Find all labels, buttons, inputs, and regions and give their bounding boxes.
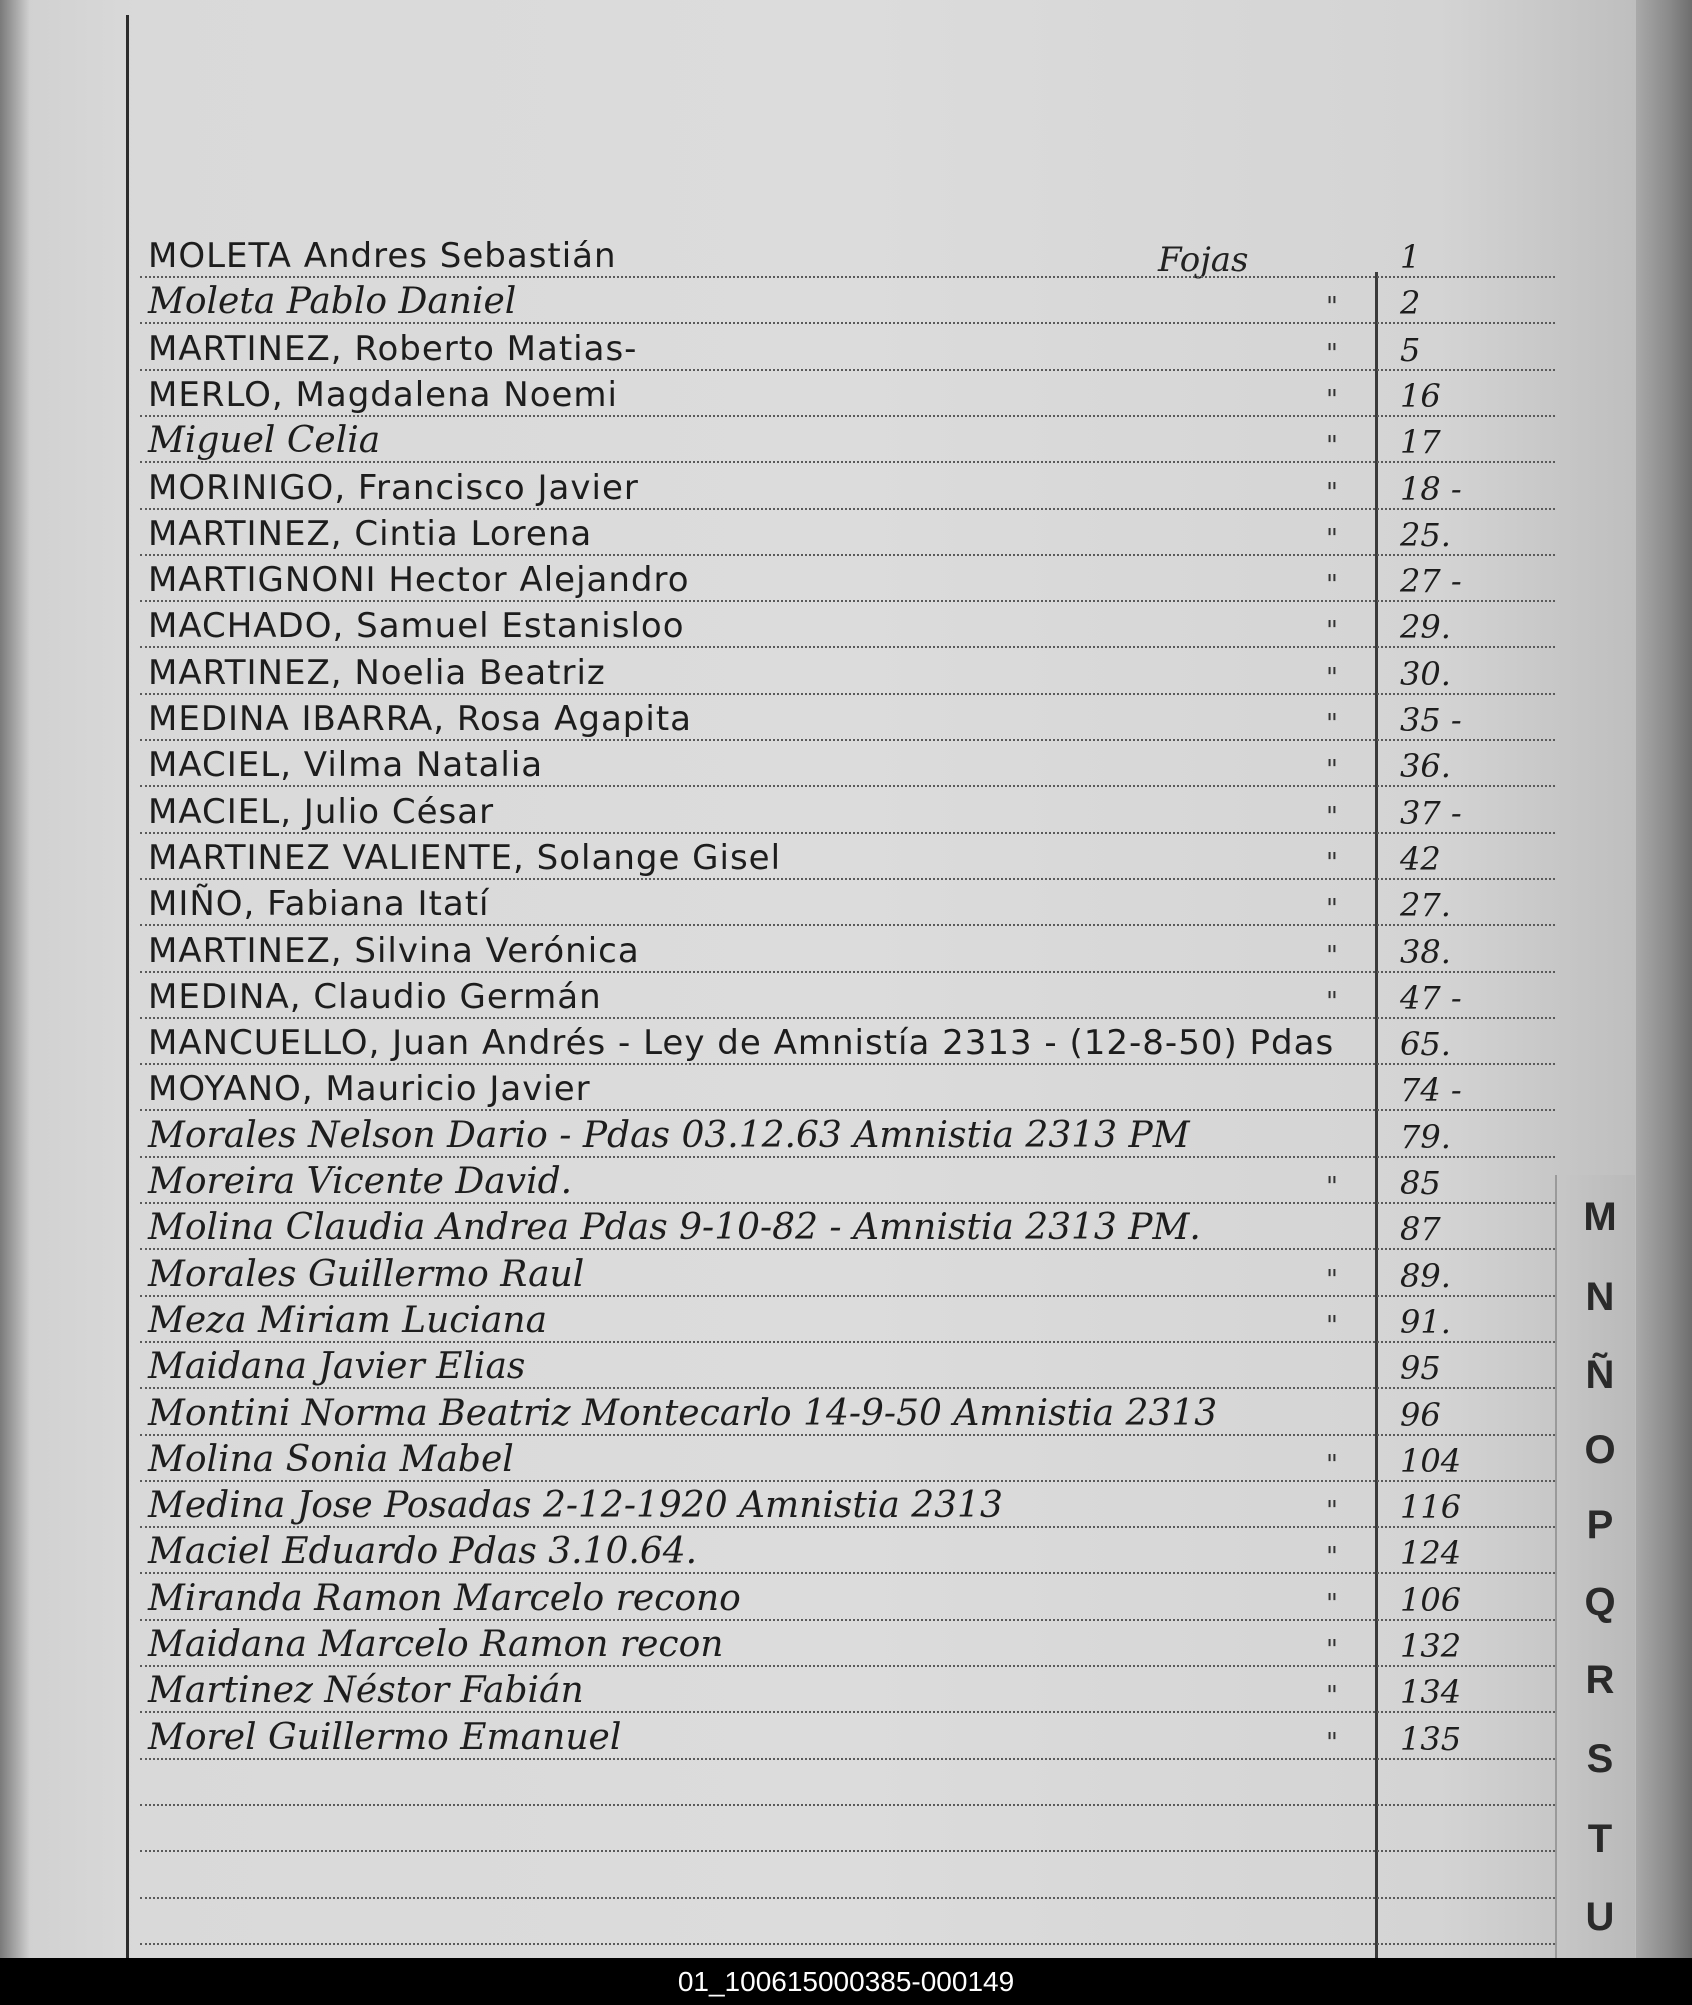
ledger-entry <box>148 606 1451 650</box>
entry-page-number: 38. <box>1400 932 1451 971</box>
ledger-entry <box>148 560 1462 604</box>
ditto-mark: " <box>1326 1542 1338 1573</box>
index-tab-letter[interactable]: N <box>1585 1275 1615 1319</box>
entry-name: Miguel Celia <box>148 420 381 462</box>
entry-name: Maidana Marcelo Ramon recon <box>148 1624 724 1665</box>
ledger-entry <box>148 1161 1441 1206</box>
entry-page-number: 18 - <box>1400 469 1462 508</box>
ditto-mark: " <box>1326 940 1338 971</box>
ditto-mark: " <box>1326 292 1338 323</box>
ditto-mark: " <box>1326 616 1338 647</box>
ditto-mark: " <box>1326 894 1338 925</box>
entry-name: MACHADO, Samuel Estanisloo <box>148 606 685 647</box>
ledger-entry <box>148 1023 1451 1067</box>
ditto-mark: " <box>1326 570 1338 601</box>
index-tab-letter[interactable]: T <box>1587 1817 1613 1861</box>
entry-page-number: 5 <box>1400 330 1421 369</box>
entry-page-number: 25. <box>1400 515 1451 554</box>
left-margin-line <box>126 15 129 1958</box>
index-tab-letter[interactable]: S <box>1586 1737 1614 1781</box>
entry-page-number: 132 <box>1400 1627 1462 1665</box>
entry-page-number: 37 - <box>1400 793 1462 832</box>
index-tab-letter[interactable]: U <box>1585 1895 1615 1939</box>
ditto-mark: " <box>1326 384 1338 415</box>
ledger-entry <box>148 1577 1462 1623</box>
entry-page-number: 91. <box>1400 1302 1451 1341</box>
ditto-mark: " <box>1326 338 1338 369</box>
entry-page-number: 47 - <box>1400 978 1462 1017</box>
ledger-entry <box>148 1485 1462 1530</box>
entry-name: MIÑO, Fabiana Itatí <box>148 884 490 925</box>
ledger-entry <box>148 745 1451 789</box>
entry-page-number: 36. <box>1400 747 1451 786</box>
ditto-mark: " <box>1326 1264 1338 1295</box>
ledger-entry <box>148 1299 1451 1345</box>
entry-name: MARTIGNONI Hector Alejandro <box>148 560 690 601</box>
index-tab-letter[interactable]: Q <box>1584 1580 1616 1624</box>
ledger-entry <box>148 1670 1462 1715</box>
entry-name: Molina Claudia Andrea Pdas 9-10-82 - Amnistia 2313 PM. <box>148 1207 1201 1249</box>
entry-name: MORINIGO, Francisco Javier <box>148 467 639 508</box>
ditto-mark: " <box>1326 1449 1338 1480</box>
entry-page-number: 104 <box>1400 1441 1462 1480</box>
entry-page-number: 89. <box>1400 1256 1451 1295</box>
ledger-entry <box>148 1253 1451 1299</box>
ruled-line <box>140 1943 1555 1945</box>
index-tab-letter[interactable]: Ñ <box>1585 1353 1615 1397</box>
ledger-entry <box>148 884 1451 928</box>
entry-page-number: 16 <box>1400 376 1441 415</box>
ditto-mark: " <box>1326 986 1338 1017</box>
ledger-entry <box>148 930 1451 975</box>
entry-page-number: 27. <box>1400 886 1451 925</box>
entry-page-number: 2 <box>1400 284 1421 323</box>
entry-page-number: 87 <box>1400 1210 1441 1249</box>
entry-name: Morales Nelson Dario - Pdas 03.12.63 Amnistia 2313 PM <box>148 1114 1190 1156</box>
ledger-entry <box>148 1069 1462 1113</box>
entry-page-number: 135 <box>1400 1719 1462 1758</box>
ditto-mark: " <box>1326 1496 1338 1527</box>
entry-page-number: 85 <box>1400 1164 1441 1202</box>
ledger-entry <box>148 513 1451 558</box>
entry-name: MEDINA IBARRA, Rosa Agapita <box>148 699 693 739</box>
entry-page-number: 35 - <box>1400 701 1462 739</box>
entry-name: MERLO, Magdalena Noemi <box>148 374 618 415</box>
ledger-entry <box>148 420 1441 465</box>
entry-name: Moreira Vicente David. <box>148 1161 573 1202</box>
entry-page-number: 124 <box>1400 1534 1462 1573</box>
ledger-entry <box>148 281 1421 326</box>
ditto-mark: " <box>1326 431 1338 462</box>
ditto-mark: " <box>1326 709 1338 739</box>
entry-page-number: 42 <box>1400 839 1441 878</box>
entry-page-number: 96 <box>1400 1395 1441 1434</box>
ruled-line <box>140 1897 1555 1899</box>
entry-page-number: 116 <box>1400 1488 1462 1527</box>
entry-page-number: 17 <box>1400 423 1441 462</box>
entry-name: Morel Guillermo Emanuel <box>148 1716 622 1758</box>
ditto-mark: " <box>1326 1588 1338 1619</box>
ditto-mark: " <box>1326 1172 1338 1202</box>
index-tab-letter[interactable]: O <box>1584 1428 1616 1472</box>
ledger-entry <box>148 1207 1441 1252</box>
entry-name: MACIEL, Julio César <box>148 791 495 832</box>
index-tab-letter[interactable]: R <box>1585 1658 1615 1702</box>
ledger-entry <box>148 467 1462 512</box>
ditto-mark: " <box>1326 477 1338 508</box>
entry-page-number: 1 <box>1400 238 1421 276</box>
index-tab-letter[interactable]: P <box>1586 1503 1614 1547</box>
index-tab-letter[interactable]: M <box>1583 1195 1617 1239</box>
entry-name: MARTINEZ, Roberto Matias- <box>148 328 638 369</box>
ledger-entry <box>148 1438 1462 1484</box>
ledger-entry <box>148 1624 1462 1669</box>
entry-name: MOLETA Andres Sebastián <box>148 236 617 276</box>
fojas-header: Fojas <box>1158 240 1249 280</box>
ditto-mark: " <box>1326 662 1338 693</box>
image-id-footer: 01_100615000385-000149 <box>0 1958 1692 2005</box>
ledger-entry <box>148 1716 1462 1762</box>
entry-page-number: 74 - <box>1400 1071 1462 1110</box>
entry-name: Maidana Javier Elias <box>148 1346 526 1388</box>
entry-page-number: 79. <box>1400 1117 1451 1156</box>
entry-name: Miranda Ramon Marcelo recono <box>148 1577 741 1619</box>
entry-page-number: 65. <box>1400 1025 1451 1064</box>
ruled-line <box>140 1850 1555 1852</box>
ruled-line <box>140 1804 1555 1806</box>
ledger-entry <box>148 699 1462 743</box>
ditto-mark: " <box>1326 1681 1338 1712</box>
entry-name: MANCUELLO, Juan Andrés - Ley de Amnistía 2313 - (12-8-50) Pdas <box>148 1023 1335 1064</box>
entry-page-number: 95 <box>1400 1349 1441 1388</box>
entry-name: Meza Miriam Luciana <box>148 1299 548 1341</box>
ledger-entry <box>148 1346 1441 1391</box>
entry-page-number: 27 - <box>1400 562 1462 601</box>
ledger-entry <box>148 976 1462 1021</box>
ditto-mark: " <box>1326 1310 1338 1341</box>
entry-name: MARTINEZ, Noelia Beatriz <box>148 652 606 693</box>
entry-name: MARTINEZ, Cintia Lorena <box>148 513 593 554</box>
entry-name: MEDINA, Claudio Germán <box>148 976 602 1017</box>
entry-name: Martinez Néstor Fabián <box>148 1670 584 1712</box>
entry-name: MARTINEZ VALIENTE, Solange Gisel <box>148 837 782 878</box>
entry-name: Moleta Pablo Daniel <box>148 281 517 323</box>
entry-page-number: 29. <box>1400 608 1451 647</box>
page-edge <box>1636 0 1692 1958</box>
entry-name: Montini Norma Beatriz Montecarlo 14-9-50 Amnistia 2313 <box>148 1392 1218 1434</box>
entry-page-number: 134 <box>1400 1673 1462 1712</box>
entry-name: Morales Guillermo Raul <box>148 1253 585 1295</box>
ledger-entry <box>148 374 1441 419</box>
entry-name: MARTINEZ, Silvina Verónica <box>148 930 640 971</box>
entry-name: Medina Jose Posadas 2-12-1920 Amnistia 2313 <box>148 1485 1003 1527</box>
entry-name: Maciel Eduardo Pdas 3.10.64. <box>148 1531 698 1573</box>
entry-page-number: 30. <box>1400 654 1451 693</box>
ditto-mark: " <box>1326 1727 1338 1758</box>
ditto-mark: " <box>1326 801 1338 832</box>
ledger-entry <box>148 791 1462 836</box>
ledger-entry <box>148 328 1421 373</box>
ditto-mark: " <box>1326 755 1338 786</box>
ditto-mark: " <box>1326 523 1338 554</box>
ledger-entry <box>148 837 1441 882</box>
entry-page-number: 106 <box>1400 1580 1462 1619</box>
entry-name: Molina Sonia Mabel <box>148 1438 514 1480</box>
ditto-mark: " <box>1326 1635 1338 1665</box>
entry-name: MACIEL, Vilma Natalia <box>148 745 544 786</box>
ledger-entry <box>148 1392 1441 1438</box>
ledger-entry <box>148 652 1451 697</box>
ditto-mark: " <box>1326 847 1338 878</box>
ledger-entry <box>148 236 1421 280</box>
ledger-entry <box>148 1114 1451 1160</box>
ledger-entry <box>148 1531 1462 1576</box>
entry-name: MOYANO, Mauricio Javier <box>148 1069 591 1110</box>
